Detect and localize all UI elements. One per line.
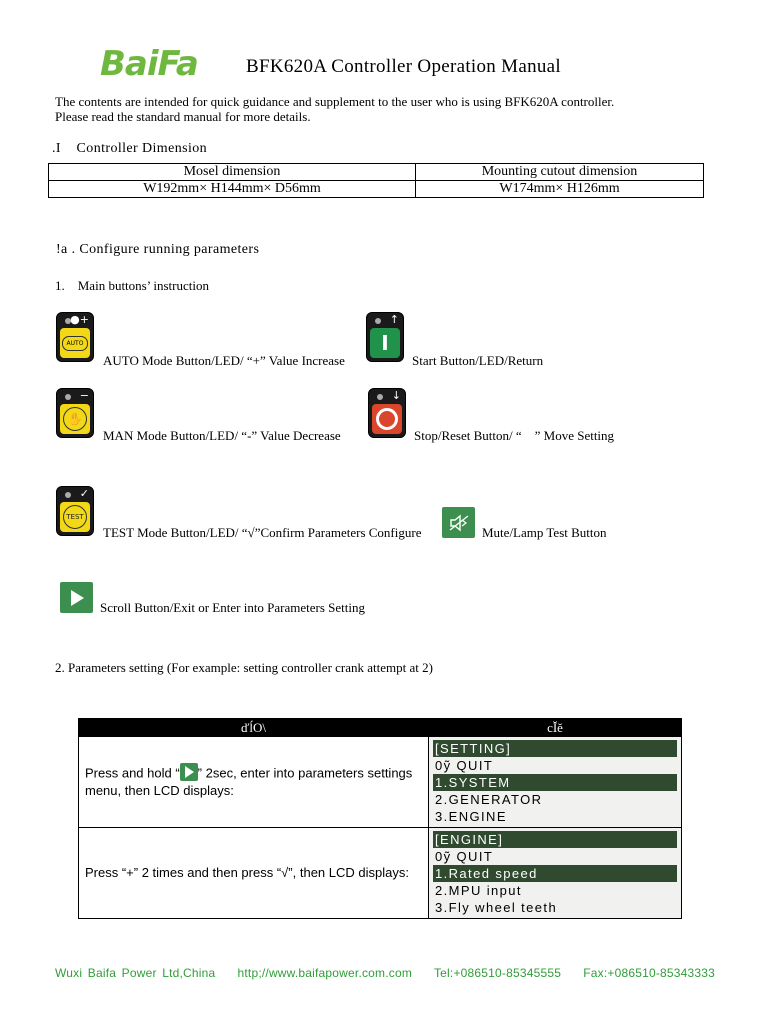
lcd-line: 1.SYSTEM [433,774,677,791]
table-header-row [79,719,682,737]
table-header-cell: cĬĕ [429,719,682,737]
stop-icon [376,408,398,430]
table-cell: W192mm× H144mm× D56mm [49,181,416,198]
start-button-face [370,328,400,358]
test-icon: TEST [63,505,87,529]
baifa-logo: BaiFa [100,44,198,84]
play-icon [69,589,85,607]
step-text-part2: ” 2sec, enter into parameters settings menu, then LCD displays: [85,765,413,798]
lcd-display [429,828,682,919]
lcd-display [429,737,682,828]
lcd-line: 1.Rated speed [433,865,677,882]
auto-mode-button[interactable] [56,312,94,362]
table-cell: W174mm× H126mm [416,181,704,198]
hand-icon: ✋ [63,407,87,431]
scroll-button-label: Scroll Button/Exit or Enter into Parameters Setting [100,600,366,615]
lcd-line: [ENGINE] [433,831,677,848]
scroll-button[interactable] [60,582,93,613]
stop-button-face [372,404,402,434]
lcd-line: 2.MPU input [435,882,522,898]
mute-lamp-test-button[interactable] [442,507,475,538]
table-row [49,164,704,181]
table-header-cell: Mounting cutout dimension [416,164,704,181]
start-button[interactable] [366,312,404,362]
arrow-up-icon: ↑ [389,313,399,326]
parameters-setting-title: 2. Parameters setting (For example: setting controller crank attempt at 2) [55,660,433,675]
lcd-line: 2.GENERATOR [435,791,543,807]
intro-text [55,94,614,124]
man-button-label: MAN Mode Button/LED/ “-” Value Decrease [103,428,341,443]
footer-contact: Wuxi Baifa Power Ltd,China http;//www.baifapower.com.com Tel:+086510-85345555 Fax:+086510-85343333 [55,966,716,980]
arrow-down-icon: ↓ [391,389,401,402]
test-mode-button[interactable] [56,486,94,536]
section-controller-dimension-title: .I Controller Dimension [52,141,208,156]
led-indicator [377,394,383,400]
test-button-face [60,502,90,532]
auto-icon: AUTO [62,336,88,351]
check-icon: ✓ [79,487,89,500]
start-button-label: Start Button/LED/Return [412,353,544,368]
table-header-cell: Mosel dimension [49,164,416,181]
stop-button-label: Stop/Reset Button/ “ ” Move Setting [414,428,615,443]
dimension-table [48,163,704,198]
lcd-line: [SETTING] [433,740,677,757]
table-row [49,181,704,198]
steps-table [78,718,682,919]
minus-icon: − [79,389,89,402]
table-row [79,737,682,828]
table-header-cell: ďĺO\ [79,719,429,737]
man-button-face [60,404,90,434]
led-indicator [65,394,71,400]
lcd-line: 3.Fly wheel teeth [435,899,558,915]
play-icon [180,763,198,781]
test-button-label: TEST Mode Button/LED/ “√”Confirm Parameters Configure [103,525,422,540]
mute-speaker-icon [448,514,470,532]
led-indicator [65,492,71,498]
step-description [79,737,429,828]
lcd-line: 0ỹ QUIT [435,757,494,773]
step-text-part1: Press and hold “ [85,765,180,781]
start-icon: I [381,331,389,355]
stop-reset-button[interactable] [368,388,406,438]
step-description: Press “+” 2 times and then press “√”, then LCD displays: [79,828,429,919]
table-row [79,828,682,919]
lcd-line: 3.ENGINE [435,808,507,824]
mute-button-label: Mute/Lamp Test Button [482,525,607,540]
intro-line-2: Please read the standard manual for more details. [55,109,311,124]
led-indicator [375,318,381,324]
auto-button-face [60,328,90,358]
main-buttons-subtitle: 1. Main buttons’ instruction [55,278,209,293]
auto-button-label: AUTO Mode Button/LED/ “+” Value Increase [103,353,345,368]
plus-icon: ●+ [70,313,89,326]
section-configure-title: !a . Configure running parameters [56,242,260,257]
intro-line-1: The contents are intended for quick guidance and supplement to the user who is using BFK620A controller. [55,94,615,109]
man-mode-button[interactable] [56,388,94,438]
document-title: BFK620A Controller Operation Manual [246,56,561,77]
lcd-line: 0ỹ QUIT [435,848,494,864]
